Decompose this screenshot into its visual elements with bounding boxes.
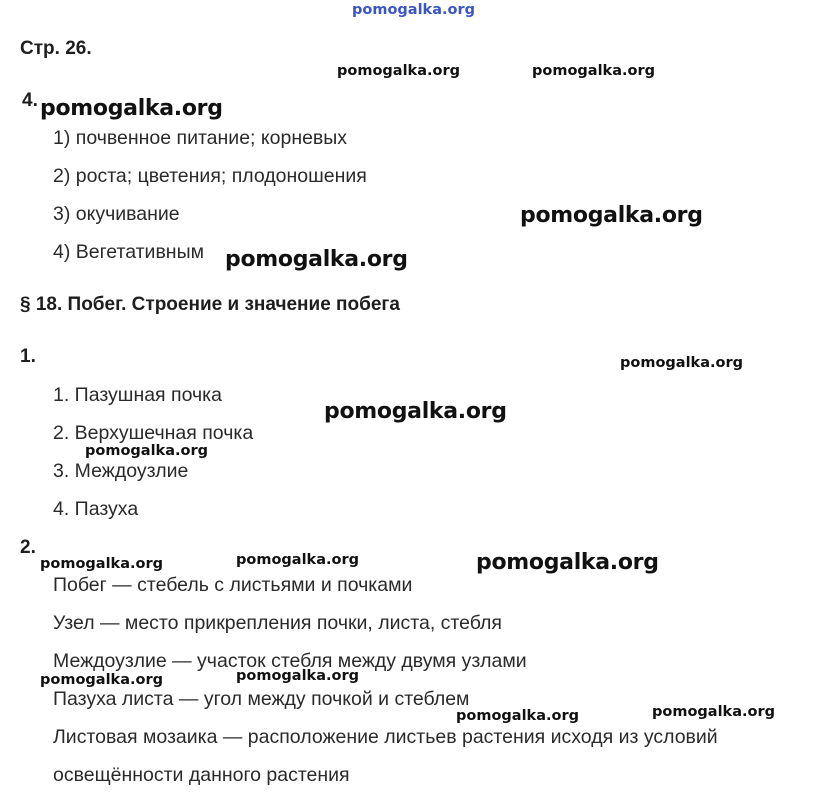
task-1-item: 1. Пазушная почка (53, 384, 222, 406)
task-2-item: освещённости данного растения (53, 764, 350, 786)
task-2-item: Междоузлие — участок стебля между двумя узлами (53, 650, 527, 672)
watermark: pomogalka.org (236, 552, 359, 568)
watermark: pomogalka.org (652, 704, 775, 720)
task-2-item: Пазуха листа — угол между почкой и стеблем (53, 688, 470, 710)
task-1-number: 1. (20, 346, 36, 367)
watermark: pomogalka.org (40, 672, 163, 688)
watermark: pomogalka.org (85, 443, 208, 459)
page-label: Стр. 26. (20, 38, 92, 59)
watermark: pomogalka.org (337, 63, 460, 79)
task-4-item: 1) почвенное питание; корневых (53, 127, 348, 149)
watermark: pomogalka.org (40, 96, 223, 121)
task-2-number: 2. (20, 537, 36, 558)
watermark: pomogalka.org (40, 556, 163, 572)
section-title: § 18. Побег. Строение и значение побега (20, 294, 400, 315)
task-4-item: 3) окучивание (53, 203, 180, 225)
watermark: pomogalka.org (532, 63, 655, 79)
task-2-item: Узел — место прикрепления почки, листа, стебля (53, 612, 502, 634)
watermark: pomogalka.org (620, 355, 743, 371)
task-2-item: Листовая мозаика — расположение листьев растения исходя из условий (53, 726, 718, 748)
task-1-item: 2. Верхушечная почка (53, 422, 254, 444)
task-2-item: Побег — стебель с листьями и почками (53, 574, 413, 596)
task-1-item: 4. Пазуха (53, 498, 139, 520)
task-4-number: 4. (22, 90, 38, 111)
watermark: pomogalka.org (225, 247, 408, 272)
task-4-item: 2) роста; цветения; плодоношения (53, 165, 367, 187)
watermark: pomogalka.org (456, 708, 579, 724)
watermark: pomogalka.org (236, 668, 359, 684)
watermark: pomogalka.org (520, 203, 703, 228)
watermark: pomogalka.org (476, 550, 659, 575)
task-1-item: 3. Междоузлие (53, 460, 189, 482)
task-4-item: 4) Вегетативным (53, 241, 204, 263)
watermark-top: pomogalka.org (352, 2, 475, 18)
watermark: pomogalka.org (324, 399, 507, 424)
